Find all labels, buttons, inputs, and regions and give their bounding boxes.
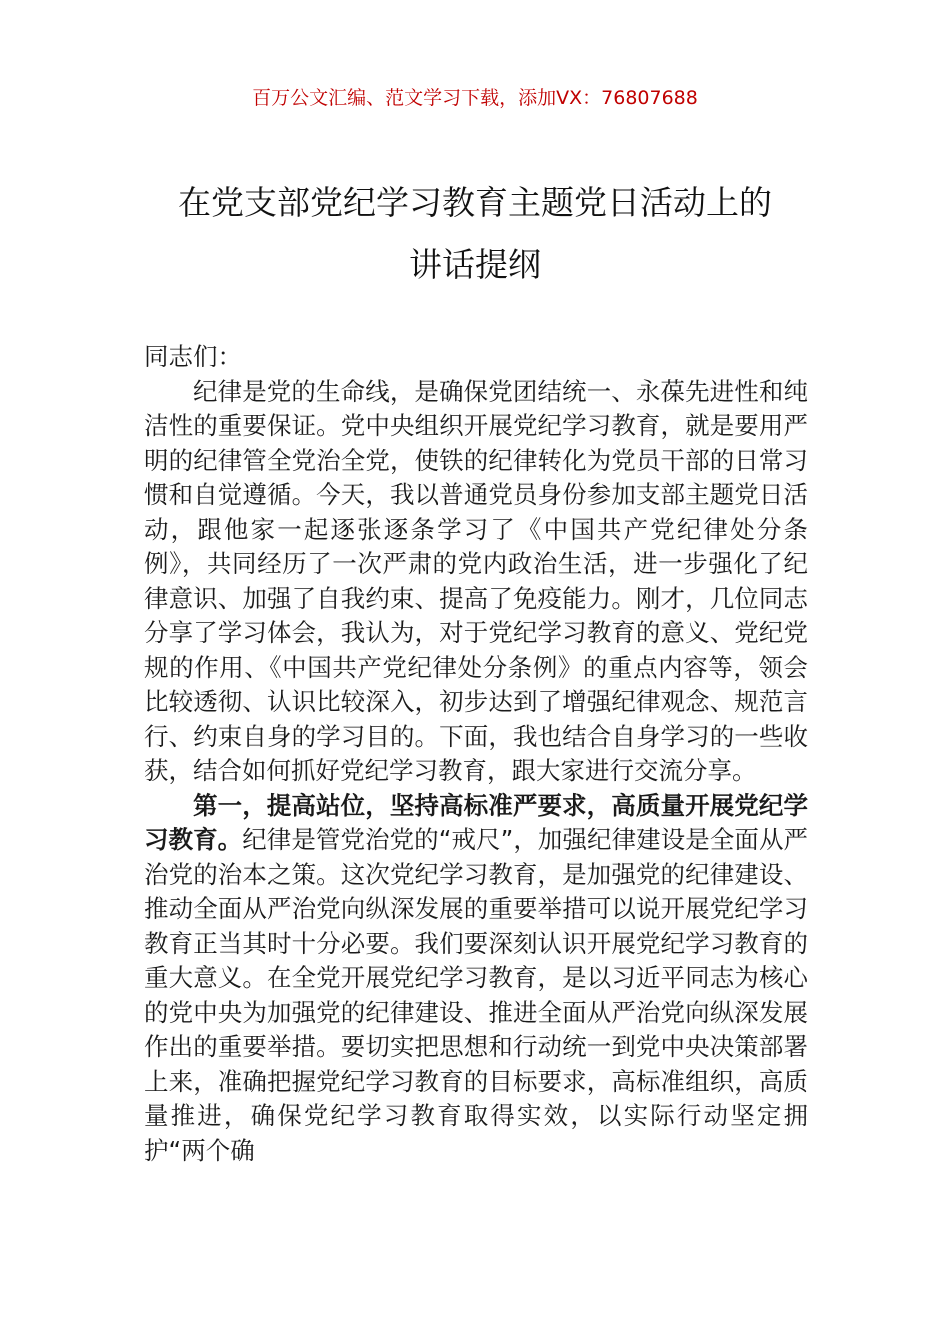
paragraph-first-point-text: 纪律是管党治党的“戒尺”，加强纪律建设是全面从严治党的治本之策。这次党纪学习教育，是加强党的纪律建设、推动全面从严治党向纵深发展的重要举措可以说开展党纪学习教育正当其时十分必要。我们要深刻认识开展党纪学习教育的重大意义。在全党开展党纪学习教育，是以习近平同志为核心的党中央为加强党的纪律建设、推进全面从严治党向纵深发展作出的重要举措。要切实把思想和行动统一到党中央决策部署上来，准确把握党纪学习教育的目标要求，高标准组织，高质量推进，确保党纪学习教育取得实效，以实际行动坚定拥护“两个确 [144, 825, 809, 1165]
document-title-line-2: 讲话提纲 [409, 245, 541, 284]
paragraph-first-point [144, 789, 808, 1169]
document-body [144, 340, 808, 1168]
document-title-line-1: 在党支部党纪学习教育主题党日活动上的 [178, 183, 772, 222]
header-note: 百万公文汇编、范文学习下载，添加VX：76807688 [252, 87, 698, 109]
paragraph-intro [144, 375, 808, 789]
document-title [120, 172, 830, 296]
salutation: 同志们： [144, 342, 242, 371]
paragraph-first-point-heading: 第一，提高站位，坚持高标准严要求，高质量开展党纪学习教育。 [144, 790, 808, 854]
paragraph-intro-text: 纪律是党的生命线，是确保党团结统一、永葆先进性和纯洁性的重要保证。党中央组织开展党纪学习教育，就是要用严明的纪律管全党治全党，使铁的纪律转化为党员干部的日常习惯和自觉遵循。今天，我以普通党员身份参加支部主题党日活动，跟他家一起逐张逐条学习了《中国共产党纪律处分条例》，共同经历了一次严肃的党内政治生活，进一步强化了纪律意识、加强了自我约束、提高了免疫能力。刚才，几位同志分享了学习体会，我认为，对于党纪学习教育的意义、党纪党规的作用、《中国共产党纪律处分条例》的重点内容等，领会比较透彻、认识比较深入，初步达到了增强纪律观念、规范言行、约束自身的学习目的。下面，我也结合自身学习的一些收获，结合如何抓好党纪学习教育，跟大家进行交流分享。 [144, 376, 808, 785]
